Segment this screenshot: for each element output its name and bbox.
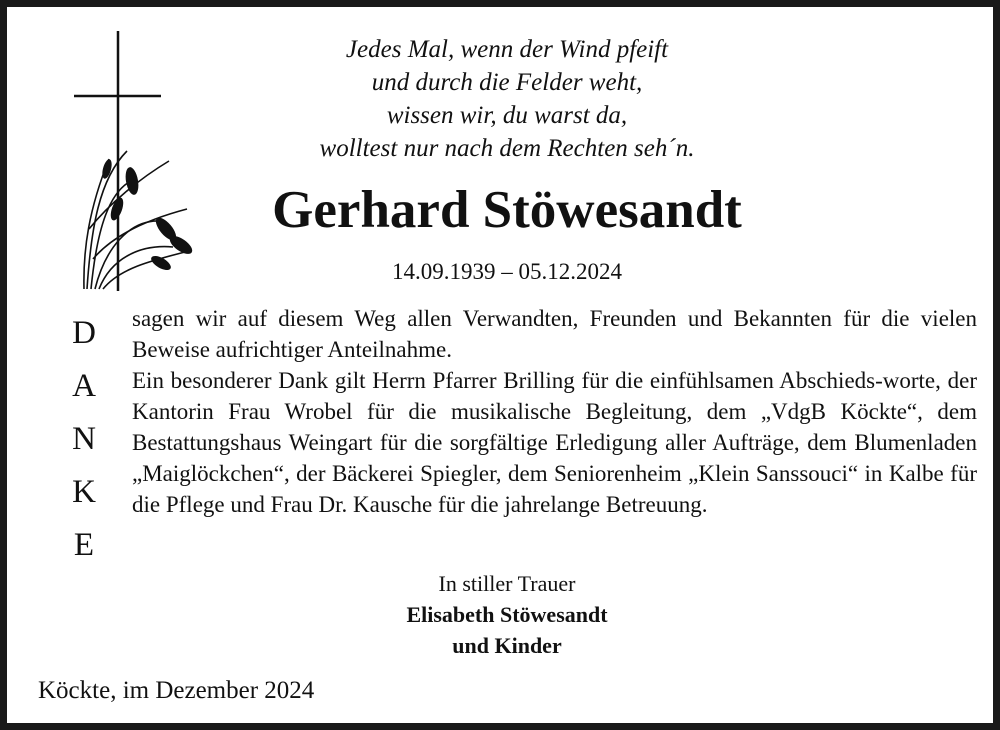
danke-letter: A (72, 368, 96, 404)
deceased-name: Gerhard Stöwesandt (272, 181, 742, 239)
signoff-intro: In stiller Trauer (438, 571, 576, 596)
poem-line: Jedes Mal, wenn der Wind pfeift (345, 36, 669, 63)
danke-letter: D (72, 315, 96, 351)
danke-letter: E (73, 527, 95, 563)
signoff-family: und Kinder (452, 633, 562, 658)
life-dates: 14.09.1939 – 05.12.2024 (392, 259, 622, 284)
place-date: Köckte, im Dezember 2024 (38, 677, 315, 704)
thank-you-paragraph: Ein besonderer Dank gilt Herrn Pfarrer Brilling für die einfühlsamen Abschieds-worte, der Kantorin Frau Wrobel für die musikalische Begleitung, dem „VdgB Köckte“, dem Bestattungshaus Weingart für die sorgfältige Erledigung aller Aufträge, dem Blumenladen „Maiglöckchen“, der Bäckerei Spiegler, dem Seniorenheim „Klein Sanssouci“ in Kalbe für die Pflege und Frau Dr. Kausche für die jahrelange Betreuung. (132, 368, 977, 517)
cross-with-wheat-icon (69, 29, 199, 291)
poem-line: wissen wir, du warst da, (386, 102, 628, 129)
thank-you-text (132, 303, 977, 520)
danke-letter: K (72, 474, 96, 510)
poem-line: und durch die Felder weht, (371, 69, 643, 96)
signoff (307, 568, 707, 661)
signoff-name: Elisabeth Stöwesandt (406, 602, 608, 627)
danke-vertical (59, 307, 109, 572)
memorial-poem (207, 33, 807, 165)
thank-you-paragraph: sagen wir auf diesem Weg allen Verwandten, Freunden und Bekannten für die vielen Beweise aufrichtiger Anteilnahme. (132, 306, 977, 362)
poem-line: wolltest nur nach dem Rechten seh´n. (319, 135, 695, 162)
danke-letter: N (72, 421, 96, 457)
